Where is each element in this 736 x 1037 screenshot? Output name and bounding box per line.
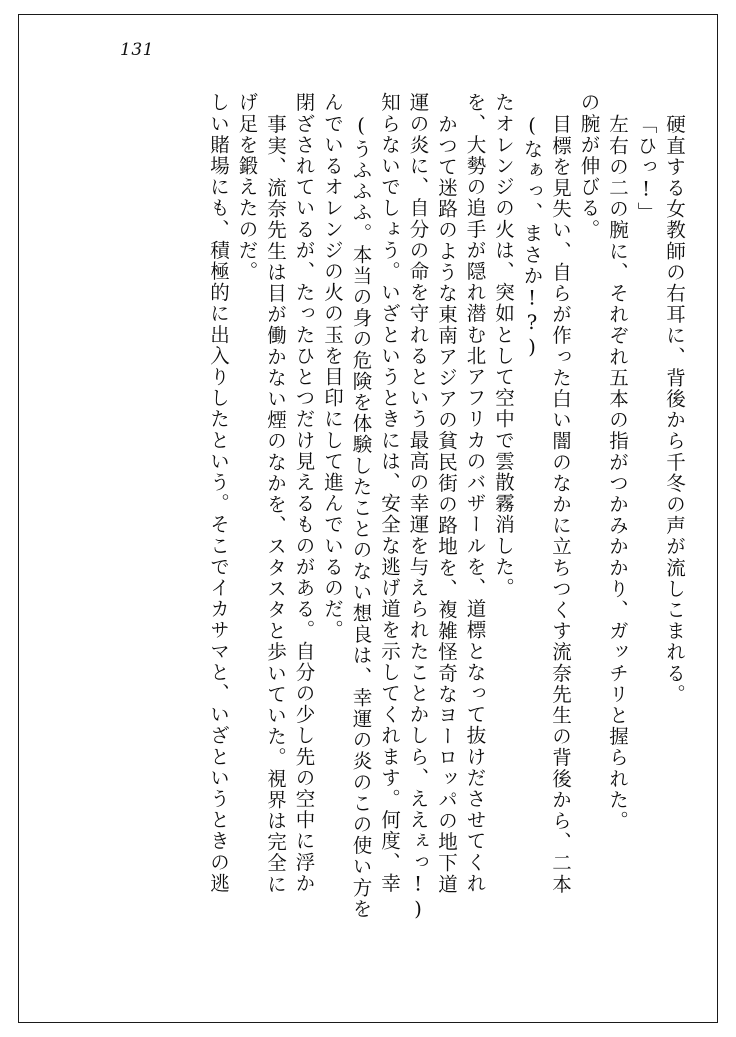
text-column: 知らないでしょう。いざというときには、安全な逃げ道を示してくれます。何度、幸 — [378, 92, 401, 894]
text-column: 事実、流奈先生は目が働かない煙のなかを、スタスタと歩いていた。視界は完全に — [264, 114, 287, 895]
text-column: (うふふふ。本当の身の危険を体験したことのない想良は、幸運の炎のこの使い方を — [349, 114, 373, 920]
text-column: 左右の二の腕に、それぞれ五本の指がつかみかかり、ガッチリと握られた。 — [606, 114, 629, 832]
text-column: を、大勢の追手が隠れ潜む北アフリカのバザールを、道標となって抜けださせてくれ — [463, 92, 487, 894]
text-column: の腕が伸びる。 — [577, 92, 601, 240]
text-column: 「ひっ!」 — [634, 114, 658, 223]
page-number: 131 — [120, 40, 154, 60]
text-column: げ足を鍛えたのだ。 — [235, 92, 259, 282]
text-column: 目標を見失い、自らが作った白い闇のなかに立ちつくす流奈先生の背後から、二本 — [549, 114, 572, 895]
text-column: 閉ざされているが、たったひとつだけ見えるものがある。自分の少し先の空中に浮か — [292, 92, 316, 894]
text-column: んでいるオレンジの火の玉を目印にして進んでいるのだ。 — [321, 92, 344, 641]
text-column: 硬直する女教師の右耳に、背後から千冬の声が流しこまれる。 — [663, 114, 686, 705]
text-column: 運の炎に、自分の命を守れるという最高の幸運を与えられたことかしら、ええぇっ!) — [406, 92, 430, 922]
vertical-text-body — [200, 92, 685, 972]
text-column: (なぁっ、まさか!?) — [520, 114, 544, 361]
text-column: たオレンジの火は、突如として空中で雲散霧消した。 — [492, 92, 515, 599]
text-column: しい賭場にも、積極的に出入りしたという。そこでイカサマと、いざというときの逃 — [207, 92, 230, 894]
text-column: かつて迷路のような東南アジアの貧民街の路地を、複雑怪奇なヨーロッパの地下道 — [435, 114, 458, 895]
